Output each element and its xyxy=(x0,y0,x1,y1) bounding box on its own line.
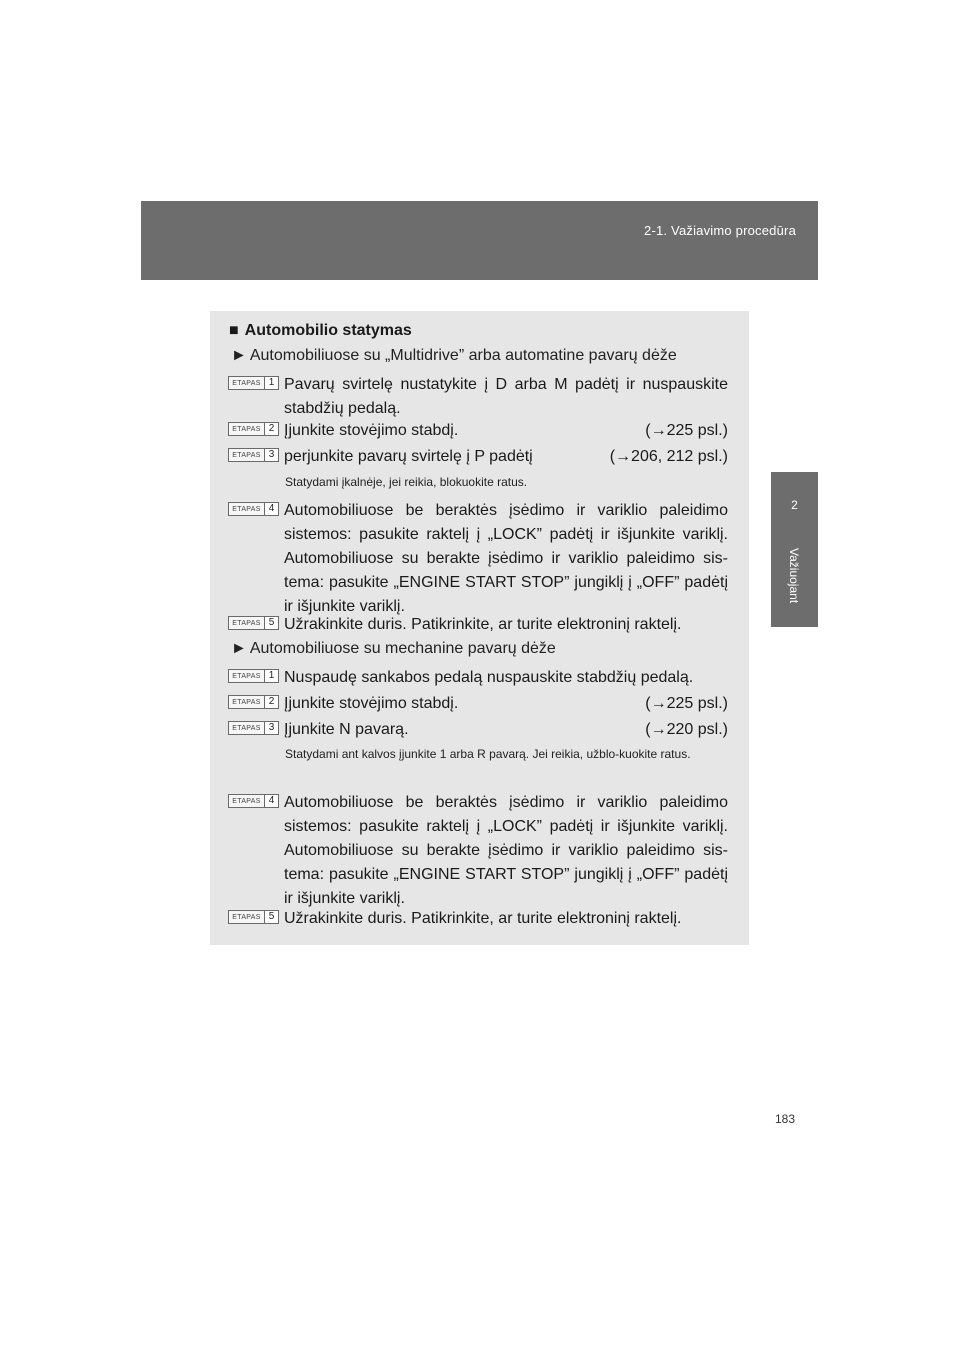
step-badge: ETAPAS 2 xyxy=(228,695,279,709)
step-badge: ETAPAS 5 xyxy=(228,910,279,924)
step-badge: ETAPAS 3 xyxy=(228,721,279,735)
step-text: Automobiliuose be beraktės įsėdimo ir variklio paleidimo sistemos: pasukite raktelį į „LOCK” padėtį ir išjunkite variklį. Automobiliuose su berakte įsėdimo ir variklio paleidimo sis-tema: pasukite „ENGINE START STOP” jungiklį į „OFF” padėtį ir išjunkite variklį. xyxy=(284,502,728,615)
step-5 xyxy=(228,613,728,637)
step-text: Įjunkite N pavarą. (→220 psl.) xyxy=(284,718,728,742)
note-text: Statydami įkalnėje, jei reikia, blokuokite ratus. xyxy=(285,475,528,489)
page-reference: (→225 psl.) xyxy=(645,695,728,712)
step-text: Įjunkite stovėjimo stabdį. (→225 psl.) xyxy=(284,419,728,443)
box-title-text: Automobilio statymas xyxy=(244,322,412,339)
header-band xyxy=(141,201,818,280)
step-1 xyxy=(228,373,728,421)
subheading-text: Automobiliuose su mechanine pavarų dėže xyxy=(249,640,556,657)
square-bullet-icon: ■ xyxy=(229,322,239,339)
box-title xyxy=(229,322,412,340)
step-text: Pavarų svirtelę nustatykite į D arba M padėtį ir nuspauskite stabdžių pedalą. xyxy=(284,376,728,417)
step-badge: ETAPAS 2 xyxy=(228,422,279,436)
page-reference: (→220 psl.) xyxy=(645,721,728,738)
step-3 xyxy=(228,445,728,469)
subheading-text: Automobiliuose su „Multidrive” arba automatine pavarų dėže xyxy=(249,347,677,364)
section-title: 2-1. Važiavimo procedūra xyxy=(644,223,796,238)
step-text: Automobiliuose be beraktės įsėdimo ir variklio paleidimo sistemos: pasukite raktelį į „LOCK” padėtį ir išjunkite variklį. Automobiliuose su berakte įsėdimo ir variklio paleidimo sis-tema: pasukite „ENGINE START STOP” jungiklį į „OFF” padėtį ir išjunkite variklį. xyxy=(284,794,728,907)
page-number: 183 xyxy=(775,1112,796,1126)
step-badge: ETAPAS 5 xyxy=(228,616,279,630)
step-badge: ETAPAS 3 xyxy=(228,448,279,462)
arrow-right-icon: ► xyxy=(231,347,247,364)
info-box xyxy=(210,311,749,945)
page-reference: (→225 psl.) xyxy=(645,422,728,439)
chapter-label: Važiuojant xyxy=(787,548,801,604)
chapter-number: 2 xyxy=(791,498,798,512)
chapter-tab xyxy=(771,472,818,627)
step-text: Įjunkite stovėjimo stabdį. (→225 psl.) xyxy=(284,692,728,716)
subheading-automatic xyxy=(231,347,677,365)
page-reference: (→206, 212 psl.) xyxy=(609,448,728,465)
step-2 xyxy=(228,692,728,716)
step-badge: ETAPAS 1 xyxy=(228,669,279,683)
step-badge: ETAPAS 4 xyxy=(228,794,279,808)
step-text: Nuspaudę sankabos pedalą nuspauskite stabdžių pedalą. xyxy=(284,669,694,686)
step-1 xyxy=(228,666,728,690)
note-text: Statydami ant kalvos įjunkite 1 arba R pavarą. Jei reikia, užblo-kuokite ratus. xyxy=(285,747,691,761)
step-text: Užrakinkite duris. Patikrinkite, ar turite elektroninį raktelį. xyxy=(284,616,682,633)
subheading-manual xyxy=(231,640,556,658)
step-badge: ETAPAS 1 xyxy=(228,376,279,390)
step-badge: ETAPAS 4 xyxy=(228,502,279,516)
step-text: perjunkite pavarų svirtelę į P padėtį (→206, 212 psl.) xyxy=(284,445,728,469)
step-5 xyxy=(228,907,728,931)
arrow-right-icon: ► xyxy=(231,640,247,657)
step-text: Užrakinkite duris. Patikrinkite, ar turite elektroninį raktelį. xyxy=(284,910,682,927)
step-4 xyxy=(228,499,728,619)
step-4 xyxy=(228,791,728,911)
step-3 xyxy=(228,718,728,742)
step-2 xyxy=(228,419,728,443)
